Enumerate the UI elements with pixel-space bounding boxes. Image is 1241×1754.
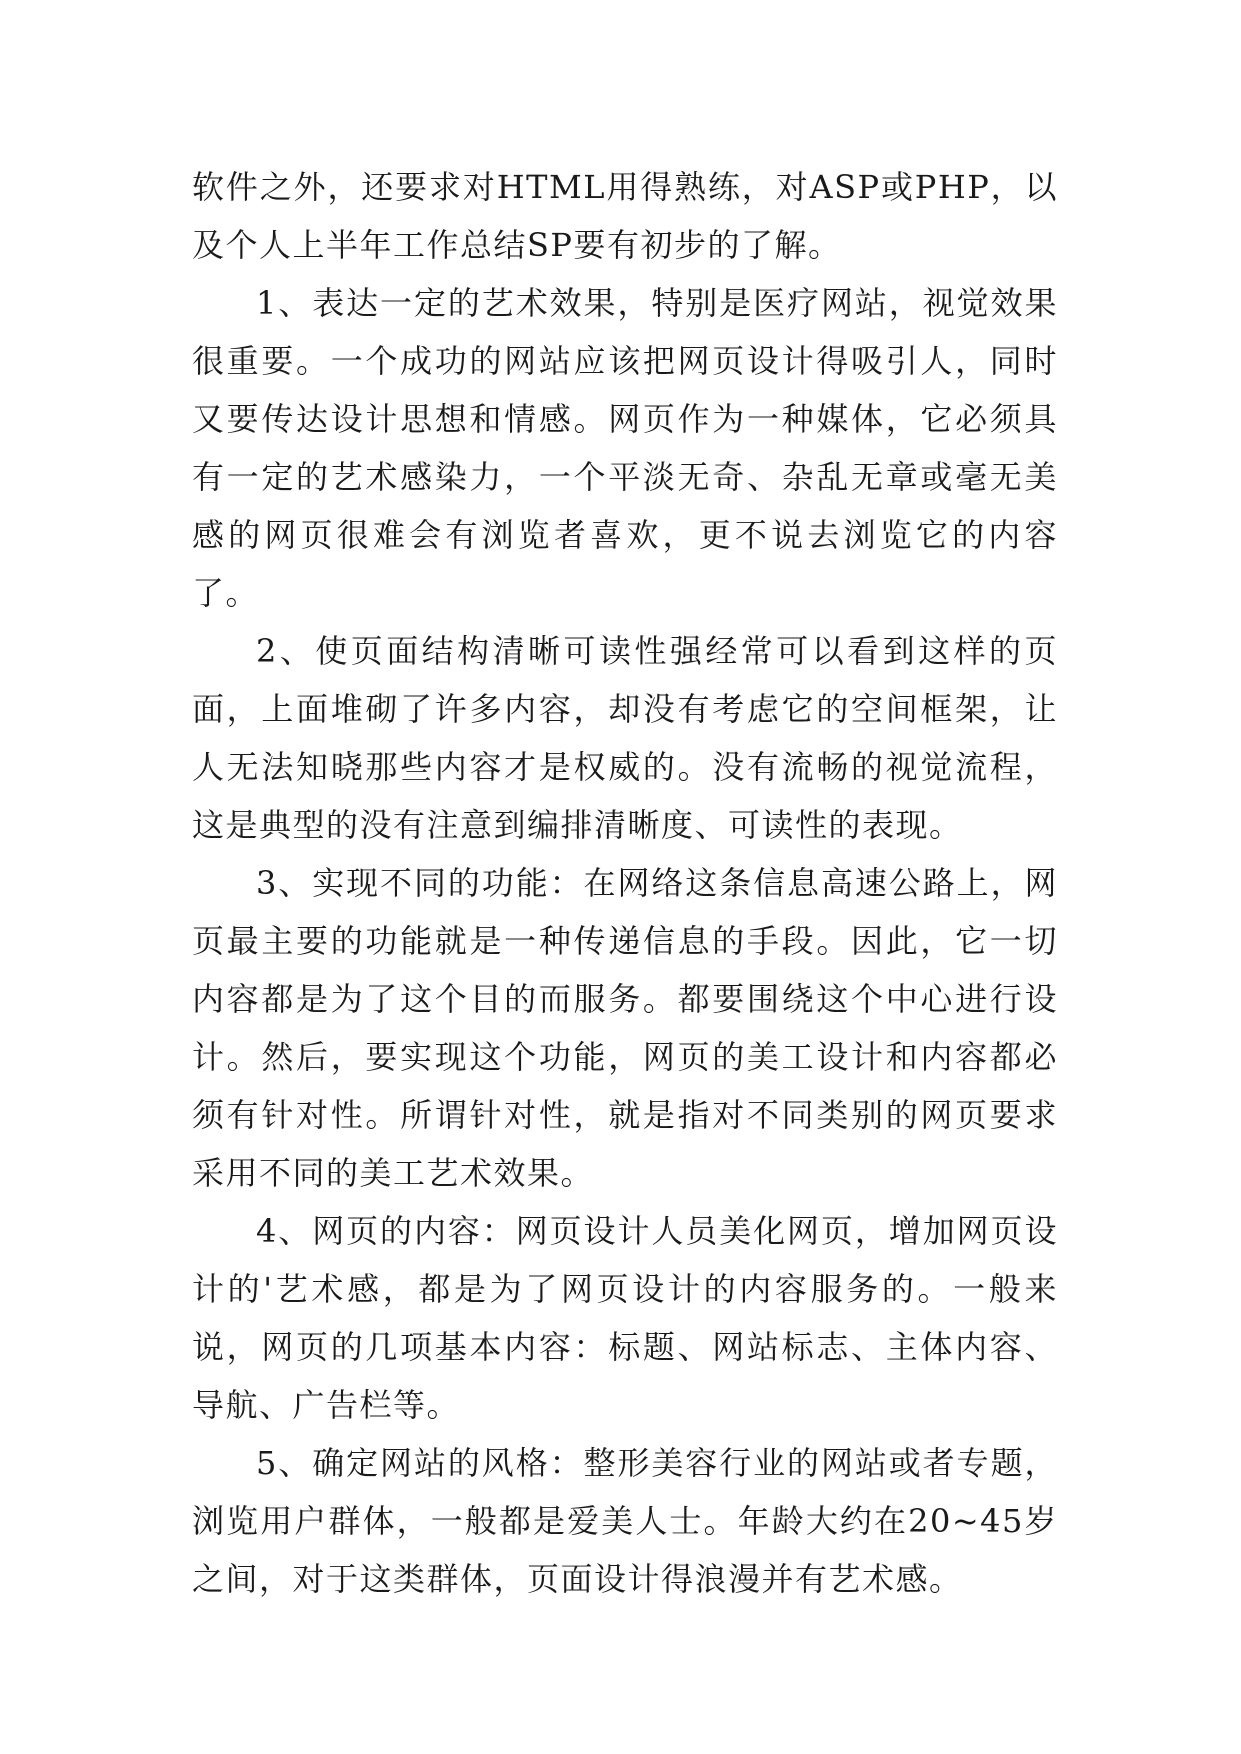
paragraph-item-5: 5、确定网站的风格：整形美容行业的网站或者专题，浏览用户群体，一般都是爱美人士。年龄大约在20~45岁之间，对于这类群体，页面设计得浪漫并有艺术感。 [192,1444,1058,1598]
paragraph-item-4: 4、网页的内容：网页设计人员美化网页，增加网页设计的'艺术感，都是为了网页设计的内容服务的。一般来说，网页的几项基本内容：标题、网站标志、主体内容、导航、广告栏等。 [192,1212,1058,1424]
document-body [192,158,1058,1608]
paragraph-continuation: 软件之外，还要求对HTML用得熟练，对ASP或PHP，以及个人上半年工作总结SP要有初步的了解。 [192,168,1058,264]
paragraph-item-2: 2、使页面结构清晰可读性强经常可以看到这样的页面，上面堆砌了许多内容，却没有考虑它的空间框架，让人无法知晓那些内容才是权威的。没有流畅的视觉流程，这是典型的没有注意到编排清晰度、可读性的表现。 [192,632,1058,844]
paragraph-item-3: 3、实现不同的功能：在网络这条信息高速公路上，网页最主要的功能就是一种传递信息的手段。因此，它一切内容都是为了这个目的而服务。都要围绕这个中心进行设计。然后，要实现这个功能，网页的美工设计和内容都必须有针对性。所谓针对性，就是指对不同类别的网页要求采用不同的美工艺术效果。 [192,864,1058,1192]
paragraph-item-1: 1、表达一定的艺术效果，特别是医疗网站，视觉效果很重要。一个成功的网站应该把网页设计得吸引人，同时又要传达设计思想和情感。网页作为一种媒体，它必须具有一定的艺术感染力，一个平淡无奇、杂乱无章或毫无美感的网页很难会有浏览者喜欢，更不说去浏览它的内容了。 [192,284,1058,612]
